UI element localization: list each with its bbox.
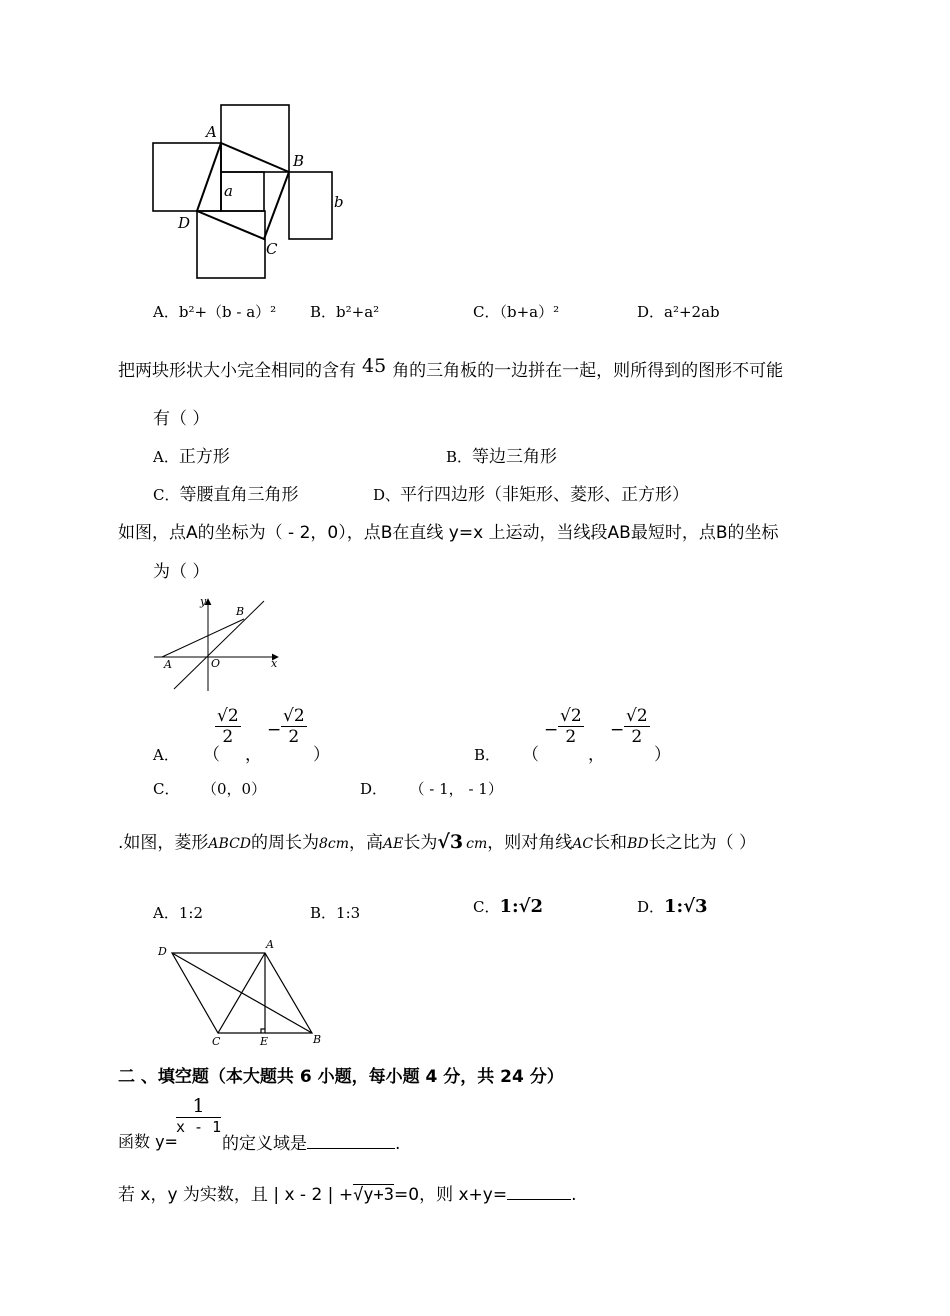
section-2-title: 二 、填空题（本大题共 6 小题，每小题 4 分，共 24 分） [118, 1067, 564, 1087]
angle-value: 45 [362, 355, 387, 377]
fraction-sqrt2-over-2: $\frac{√2}{2}$ [626, 706, 648, 747]
right-square [289, 172, 332, 239]
label-B: B [313, 1033, 322, 1046]
label-D: D [178, 214, 191, 232]
triangles-option-b[interactable]: B．等边三角形 [446, 447, 558, 467]
coord-option-a[interactable]: A． （ $\frac{√2}{2}$ ， − $\frac{√2}{2}$ ） [153, 706, 330, 765]
coord-option-b[interactable]: B． （ − $\frac{√2}{2}$ ， − $\frac{√2}{2}$ ） [474, 706, 671, 765]
squares-option-c[interactable]: C．（b+a）² [473, 303, 560, 321]
coord-figure [148, 593, 288, 695]
xy-question: 若 x，y 为实数，且 | x - 2 | +√y+3=0，则 x+y= . [118, 1185, 577, 1205]
domain-question: 函数 y= 1 x - 1 的定义域是 . [118, 1095, 401, 1154]
rhombus-option-b[interactable]: B．1:3 [310, 904, 361, 922]
label-E: E [260, 1035, 269, 1047]
tilted-square [197, 143, 289, 239]
triangles-option-d[interactable]: D、平行四边形（非矩形、菱形、正方形） [373, 485, 690, 505]
squares-figure [140, 95, 360, 285]
label-x: x [271, 657, 278, 670]
triangles-question-line2: 有（ ） [153, 409, 210, 429]
rhombus-option-d[interactable]: D．1:√3 [637, 896, 708, 917]
squares-option-b[interactable]: B．b²+a² [310, 303, 380, 321]
rhombus-option-a[interactable]: A．1:2 [153, 904, 203, 922]
top-square [221, 105, 289, 172]
label-C: C [266, 240, 278, 258]
triangles-option-c[interactable]: C．等腰直角三角形 [153, 485, 299, 505]
label-A: A [266, 938, 274, 951]
bottom-square [197, 211, 265, 278]
label-B: B [293, 152, 305, 170]
domain-answer-blank[interactable] [307, 1148, 395, 1149]
coord-question-line2: 为（ ） [153, 562, 210, 582]
rhombus-question: .如图，菱形ABCD的周长为8cm，高AE长为√3 cm，则对角线AC长和BD长之比为（ ） [118, 831, 756, 853]
label-b: b [334, 193, 344, 211]
label-A: A [164, 658, 172, 671]
left-square [153, 143, 221, 211]
label-D: D [158, 945, 167, 958]
squares-option-a[interactable]: A．b²+（b - a）² [153, 303, 277, 321]
label-y: y [200, 595, 207, 608]
diagonal-AC [218, 953, 265, 1033]
label-A: A [206, 123, 217, 141]
label-O: O [211, 657, 221, 670]
rhombus-figure [150, 935, 330, 1047]
triangles-question-line1: 把两块形状大小完全相同的含有 45 角的三角板的一边拼在一起，则所得到的图形不可能 [118, 355, 784, 381]
xy-answer-blank[interactable] [507, 1199, 571, 1200]
triangles-option-a[interactable]: A．正方形 [153, 447, 230, 467]
label-a: a [224, 182, 233, 200]
coord-option-c[interactable]: C． （0，0） [153, 780, 267, 798]
squares-option-d[interactable]: D．a²+2ab [637, 303, 720, 321]
fraction-sqrt2-over-2: $\frac{√2}{2}$ [283, 706, 305, 747]
fraction-sqrt2-over-2: $\frac{√2}{2}$ [560, 706, 582, 747]
fraction-sqrt2-over-2: $\frac{√2}{2}$ [217, 706, 239, 747]
coord-option-d[interactable]: D． （ - 1， - 1） [360, 780, 503, 798]
label-C: C [212, 1035, 221, 1047]
label-B: B [236, 605, 245, 618]
segment-AB [162, 619, 244, 657]
fraction-one-over-x-minus-1: 1 x - 1 [176, 1095, 222, 1136]
rhombus-option-c[interactable]: C．1:√2 [473, 896, 544, 917]
sqrt-y-plus-3: √y+3 [353, 1185, 395, 1205]
coord-question-line1: 如图，点A的坐标为（ - 2，0），点B在直线 y=x 上运动，当线段AB最短时，点B的坐标 [118, 523, 779, 543]
